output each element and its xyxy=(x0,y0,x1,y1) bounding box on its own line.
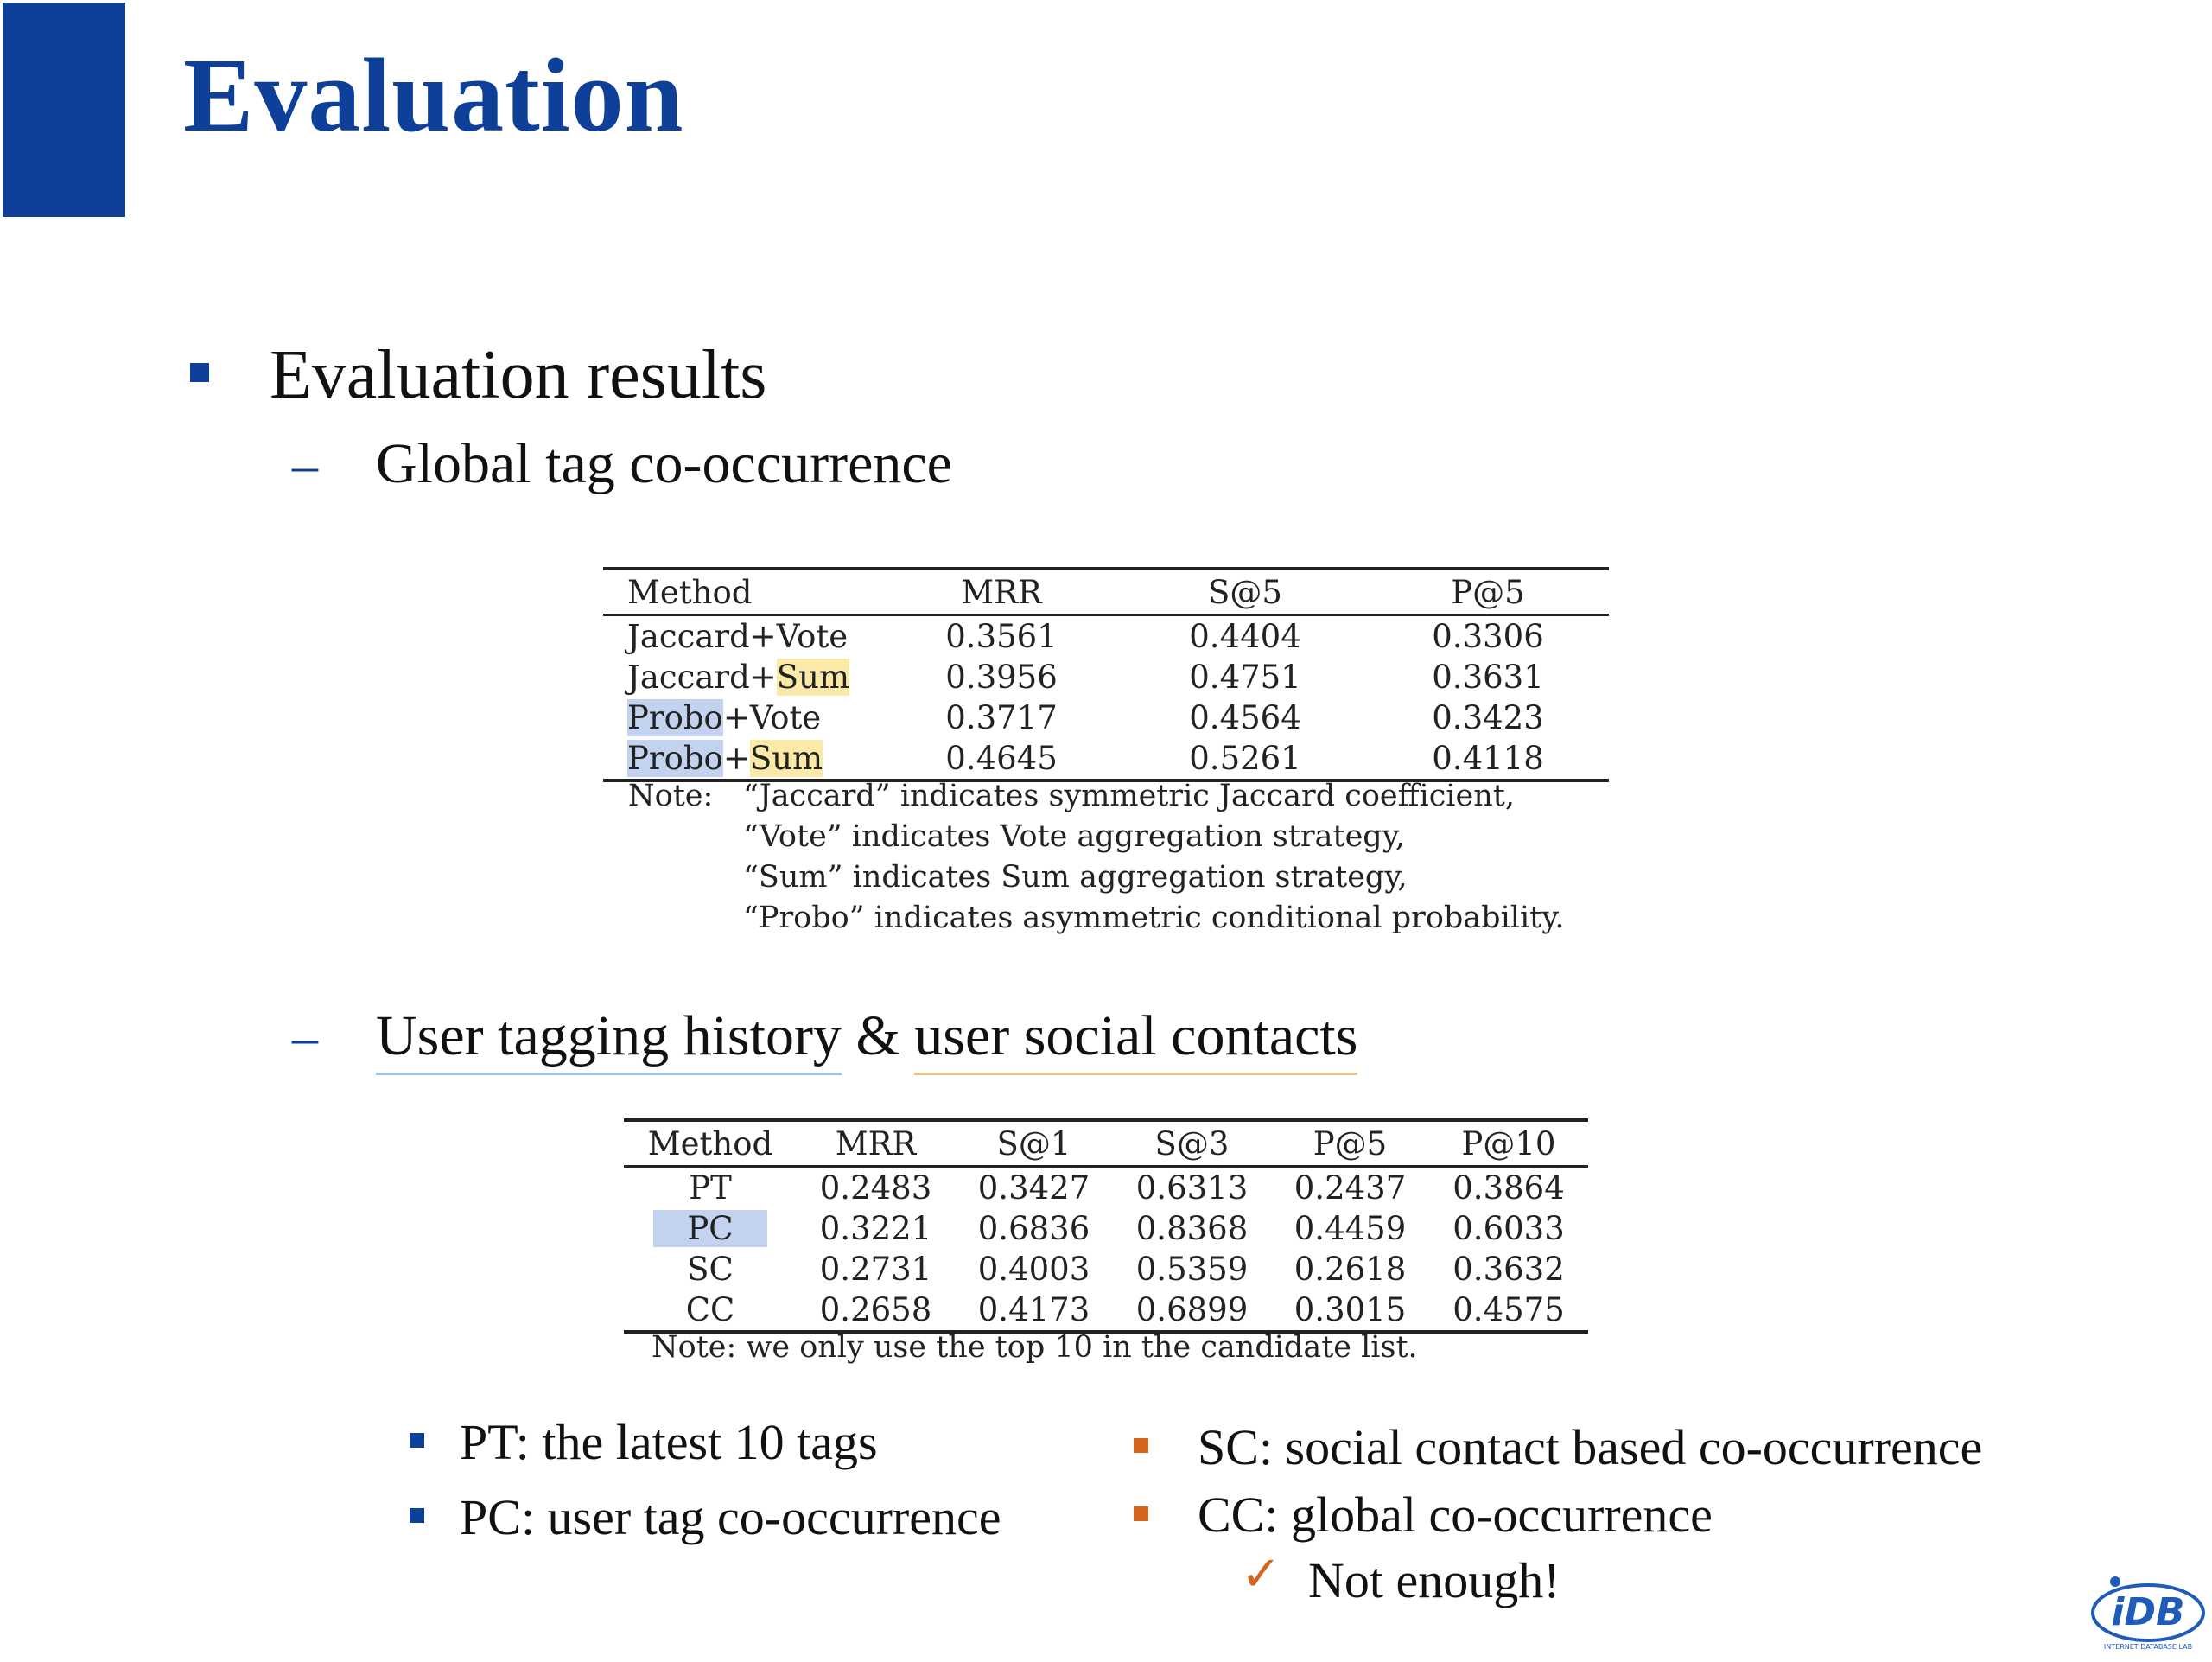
value-cell: 0.5261 xyxy=(1189,740,1301,777)
value-cell: 0.2483 xyxy=(819,1169,932,1207)
ampersand: & xyxy=(855,1004,900,1067)
note-line: “Vote” indicates Vote aggregation strategy, xyxy=(743,819,1405,854)
highlight-probo: Probo xyxy=(627,699,723,736)
highlight-probo: Probo xyxy=(627,740,723,777)
table-row xyxy=(624,1249,1588,1289)
sub-user-history-social xyxy=(376,1004,1358,1067)
highlight-pc: PC xyxy=(653,1210,767,1247)
value-cell: 0.3427 xyxy=(977,1169,1090,1207)
table-row xyxy=(603,697,1609,738)
checkmark-icon: ✓ xyxy=(1241,1548,1281,1602)
value-cell: 0.4118 xyxy=(1432,740,1544,777)
table-row xyxy=(603,738,1609,780)
value-cell: 0.6836 xyxy=(977,1210,1090,1247)
results-table-global xyxy=(603,567,1609,782)
value-cell: 0.3015 xyxy=(1294,1291,1407,1328)
bullet-square-icon xyxy=(1134,1438,1148,1453)
value-cell: 0.4404 xyxy=(1189,618,1301,655)
value-cell: 0.3956 xyxy=(945,659,1058,696)
table-row xyxy=(624,1208,1588,1249)
conclusion-text: Not enough! xyxy=(1308,1552,1560,1608)
method-cell: Probo+Vote xyxy=(627,699,822,736)
note-line: “Probo” indicates asymmetric conditional probability. xyxy=(743,901,1565,935)
value-cell: 0.2731 xyxy=(819,1251,932,1288)
slide-title: Evaluation xyxy=(183,37,684,154)
table1-note-prefix: Note: xyxy=(628,779,714,813)
method-cell: PT xyxy=(689,1169,732,1207)
method-cell: SC xyxy=(687,1251,734,1288)
col-header: MRR xyxy=(961,573,1042,611)
bullet-square-icon xyxy=(190,363,209,382)
col-header: P@10 xyxy=(1461,1124,1556,1162)
table-header-row xyxy=(603,569,1609,615)
legend-sc: SC: social contact based co-occurrence xyxy=(1198,1419,1983,1475)
col-header: S@3 xyxy=(1154,1124,1230,1162)
col-header: MRR xyxy=(835,1124,917,1162)
bullet-evaluation-results: Evaluation results xyxy=(270,337,767,413)
method-cell xyxy=(624,1208,797,1249)
bullet-square-icon xyxy=(1134,1506,1148,1521)
user-social-contacts-label: user social contacts xyxy=(914,1004,1357,1075)
value-cell: 0.2618 xyxy=(1294,1251,1407,1288)
logo-subtext: INTERNET DATABASE LAB xyxy=(2103,1643,2193,1651)
value-cell: 0.3717 xyxy=(945,699,1058,736)
note-line: “Sum” indicates Sum aggregation strategy, xyxy=(743,860,1408,895)
highlight-sum: Sum xyxy=(776,659,850,696)
method-cell: Jaccard+Sum xyxy=(627,659,850,696)
method-cell: Jaccard+Vote xyxy=(627,618,849,655)
value-cell: 0.3631 xyxy=(1432,659,1544,696)
col-header: Method xyxy=(627,573,753,611)
legend-cc: CC: global co-occurrence xyxy=(1198,1487,1713,1543)
value-cell: 0.3221 xyxy=(819,1210,932,1247)
method-cell: CC xyxy=(685,1291,735,1328)
table1-note xyxy=(743,776,1564,939)
value-cell: 0.3632 xyxy=(1452,1251,1565,1288)
title-accent-block xyxy=(3,3,125,217)
col-header: P@5 xyxy=(1313,1124,1388,1162)
table-row xyxy=(603,657,1609,697)
value-cell: 0.3864 xyxy=(1452,1169,1565,1207)
note-line: “Jaccard” indicates symmetric Jaccard coefficient, xyxy=(743,779,1515,813)
dash-icon: – xyxy=(292,436,318,494)
col-header: S@1 xyxy=(996,1124,1071,1162)
table-header-row xyxy=(624,1120,1588,1167)
value-cell: 0.6033 xyxy=(1452,1210,1565,1247)
value-cell: 0.4575 xyxy=(1452,1291,1565,1328)
dash-icon: – xyxy=(292,1009,318,1066)
value-cell: 0.4564 xyxy=(1189,699,1301,736)
user-tagging-history-label: User tagging history xyxy=(376,1004,842,1075)
sub-global-tag: Global tag co-occurrence xyxy=(376,432,952,495)
value-cell: 0.3306 xyxy=(1432,618,1544,655)
table-row xyxy=(603,615,1609,658)
legend-pt: PT: the latest 10 tags xyxy=(460,1414,878,1470)
value-cell: 0.8368 xyxy=(1135,1210,1249,1247)
value-cell: 0.4003 xyxy=(977,1251,1090,1288)
col-header: Method xyxy=(647,1124,773,1162)
value-cell: 0.6313 xyxy=(1135,1169,1249,1207)
method-cell: Probo+Sum xyxy=(627,740,823,777)
bullet-square-icon xyxy=(410,1433,424,1448)
value-cell: 0.2658 xyxy=(819,1291,932,1328)
value-cell: 0.4459 xyxy=(1294,1210,1407,1247)
logo-text: iDB xyxy=(2111,1590,2185,1634)
value-cell: 0.5359 xyxy=(1135,1251,1249,1288)
value-cell: 0.6899 xyxy=(1135,1291,1249,1328)
value-cell: 0.2437 xyxy=(1294,1169,1407,1207)
value-cell: 0.4173 xyxy=(977,1291,1090,1328)
value-cell: 0.3423 xyxy=(1432,699,1544,736)
bullet-square-icon xyxy=(410,1508,424,1523)
value-cell: 0.3561 xyxy=(945,618,1058,655)
table-row xyxy=(624,1167,1588,1209)
value-cell: 0.4751 xyxy=(1189,659,1301,696)
results-table-user xyxy=(624,1118,1588,1334)
col-header: P@5 xyxy=(1451,573,1525,611)
table-row xyxy=(624,1289,1588,1332)
highlight-sum: Sum xyxy=(749,740,823,777)
idb-logo xyxy=(2089,1571,2206,1658)
col-header: S@5 xyxy=(1208,573,1282,611)
table2-note: Note: we only use the top 10 in the candidate list. xyxy=(652,1330,1418,1365)
value-cell: 0.4645 xyxy=(945,740,1058,777)
legend-pc: PC: user tag co-occurrence xyxy=(460,1489,1001,1545)
